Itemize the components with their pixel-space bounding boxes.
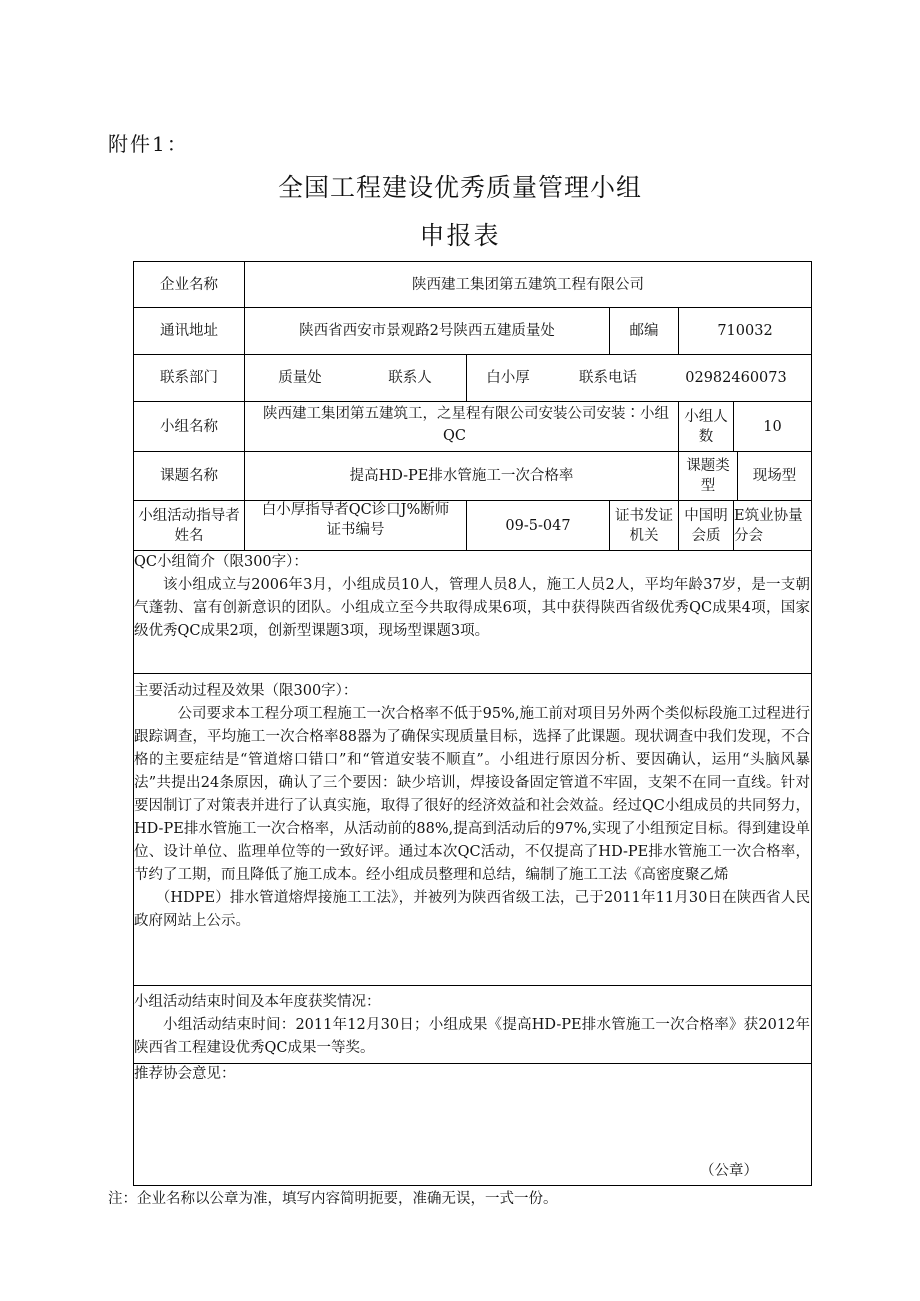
postcode-label: 邮编: [629, 323, 659, 339]
footer-note: 注：企业名称以公章为准，填写内容简明扼要，准确无误，一式一份。: [108, 1191, 558, 1207]
issuing-authority-value-line: 分会: [734, 527, 763, 544]
address-label: 通讯地址: [160, 323, 218, 339]
topic-type-label-line: 型: [700, 478, 716, 494]
group-name-line: QC: [443, 428, 466, 444]
group-name-line: 陕西建工集团第五建筑工，之星: [263, 406, 466, 422]
form-title: 全国工程建设优秀质量管理小组: [277, 173, 642, 202]
process-heading: 主要活动过程及效果（限300字）：: [134, 683, 358, 699]
member-count-label-line: 小组人: [684, 408, 728, 425]
topic-type-value: 现场型: [752, 468, 797, 484]
group-name-label: 小组名称: [160, 418, 218, 435]
instructor-label-line: 小组活动指导者: [138, 507, 240, 524]
issuing-authority-value-line: E筑业协量: [734, 507, 803, 524]
topic-type-label: [679, 452, 737, 500]
company-name-value: 陕西建工集团第五建筑工程有限公司: [412, 276, 644, 293]
issuing-authority-value-2: [734, 501, 811, 550]
instructor-value-line: 证书编号: [326, 522, 385, 538]
intro-heading: QC小组简介（限300字）：: [134, 554, 308, 570]
topic-name-value: 提高HD-PE排水管施工一次合格率: [349, 468, 574, 484]
issuing-authority-label-line: 证书发证: [615, 507, 673, 524]
department-value: 质量处: [278, 370, 322, 386]
member-count-label-line: 数: [698, 428, 714, 445]
phone-value: 02982460073: [685, 370, 787, 386]
form-subtitle: 申报表: [419, 221, 501, 250]
phone-label: 联系电话: [579, 370, 637, 386]
department-label: 联系部门: [160, 370, 218, 386]
issuing-authority-value-line: 中国明: [684, 507, 728, 524]
group-name-value: [246, 403, 466, 447]
topic-type-label-line: 课题类: [686, 458, 730, 474]
contact-person-value: 白小厚: [486, 370, 530, 386]
certificate-number-value: 09-5-047: [505, 517, 571, 534]
process-section: [134, 680, 810, 933]
process-body-continued: （HDPE）排水管道熔焊接施工工法》，并被列为陕西省级工法，己于2011年11月30日在陕西省人民政府网站上公示。: [134, 890, 810, 929]
contact-person-label: 联系人: [388, 370, 432, 386]
instructor-label-line: 姓名: [174, 527, 204, 544]
intro-section: [134, 551, 810, 643]
instructor-value-line: 白小厚指导者QC诊口J%断师: [261, 502, 450, 518]
issuing-authority-value: [679, 501, 733, 550]
row-divider: [133, 985, 812, 986]
recommendation-heading: 推荐协会意见：: [134, 1066, 236, 1082]
member-count-value: 10: [763, 418, 782, 435]
company-name-label: 企业名称: [160, 276, 218, 293]
official-seal-label: （公章）: [700, 1163, 758, 1179]
address-value: 陕西省西安市景观路2号陕西五建质量处: [299, 323, 555, 339]
instructor-label: [134, 501, 244, 550]
postcode-value: 710032: [717, 323, 773, 339]
process-body: 公司要求本工程分项工程施工一次合格率不低于95%,施工前对项目另外两个类似标段施工过程进行跟踪调查，平均施工一次合格率88器为了确保实现质量目标，选择了此课题。现状调查中我们发现，不合格的主要症结是“管道熔口错口”和“管道安装不顺直”。小组进行原因分析、要因确认，运用“头脑风暴法”共提出24条原因，确认了三个要因：缺少培训，焊接设备固定管道不牢固，支架不在同一直线。针对要因制订了对策表并进行了认真实施，取得了很好的经济效益和社会效益。经过QC小组成员的共同努力，HD-PE排水管施工一次合格率，从活动前的88%,提高到活动后的97%,实现了小组预定目标。得到建设单位、设计单位、监理单位等的一致好评。通过本次QC活动，不仅提高了HD-PE排水管施工一次合格率，节约了工期，而且降低了施工成本。经小组成员整理和总结，编制了施工工法《高密度聚乙烯: [134, 706, 810, 883]
intro-body: 该小组成立与2006年3月，小组成员10人，管理人员8人，施工人员2人，平均年龄37岁，是一支朝气蓬勃、富有创新意识的团队。小组成立至今共取得成果6项，其中获得陕西省级优秀QC成果4项，国家级优秀QC成果2项，创新型课题3项，现场型课题3项。: [134, 577, 810, 639]
member-count-label: [679, 402, 733, 451]
awards-body: 小组活动结束时间：2011年12月30日；小组成果《提高HD-PE排水管施工一次合格率》获2012年陕西省工程建设优秀QC成果一等奖。: [134, 1017, 810, 1056]
awards-heading: 小组活动结束时间及本年度获奖情况：: [134, 994, 381, 1010]
instructor-value: [245, 501, 466, 539]
issuing-authority-value-line: 会质: [691, 527, 721, 544]
attachment-label: 附件1：: [108, 132, 189, 156]
awards-section: [134, 991, 810, 1060]
issuing-authority-label-line: 机关: [629, 527, 659, 544]
row-divider: [133, 673, 812, 674]
topic-name-label: 课题名称: [160, 468, 218, 484]
issuing-authority-label: [610, 501, 678, 550]
group-name-continued: 程有限公司安装公司安装∶小组: [466, 406, 669, 422]
